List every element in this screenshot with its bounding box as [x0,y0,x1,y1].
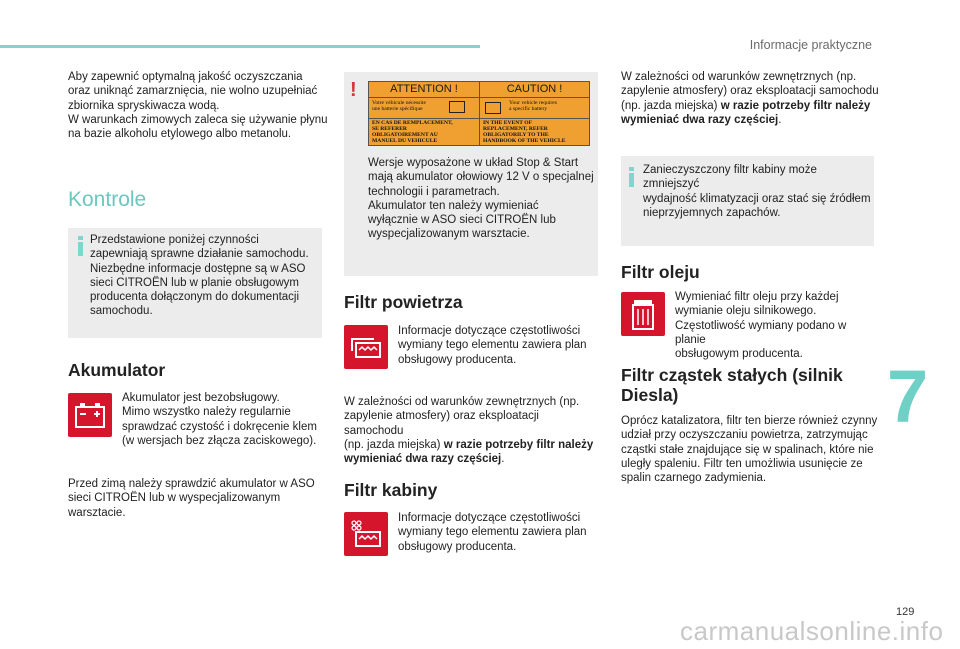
kontrole-info-text [90,233,318,319]
line: W warunkach zimowych zaleca się używanie płynu [68,113,328,126]
oil-filter-icon [621,292,665,336]
line: technologii i parametrach. [368,185,500,198]
line: Akumulator jest bezobsługowy. [122,392,280,404]
line: cząstki stałe znajdujące się w spalinach, które nie [621,443,874,456]
line: nieprzyjemnych zapachów. [643,206,781,219]
line: zapewniają sprawne działanie samochodu. [90,248,309,261]
label-fr-bottom [372,120,453,144]
line: samochodu. [90,305,153,318]
line: mają akumulator ołowiowy 12 V o specjalnej [368,171,594,184]
filtr-kabiny-heading: Filtr kabiny [344,480,438,500]
line: zapylenie atmosfery) oraz eksploatacji samochodu [621,85,879,98]
line: sieci CITROËN lub w wyspecjalizowanym [68,492,281,505]
akumulator-heading: Akumulator [68,360,166,380]
label-caution: CAUTION ! [480,82,589,97]
line: HANDBOOK OF THE VEHICLE [483,138,566,144]
line: Akumulator ten należy wymieniać [368,199,539,212]
label-en-top [509,100,557,112]
line: W zależności od warunków zewnętrznych (np. [344,396,580,408]
line: oraz uniknąć zamarznięcia, nie wolno uzupełniać [68,85,318,98]
label-fr-top [372,100,426,112]
air-conditions-paragraph: W zależności od warunków zewnętrznych (np. zapylenie atmosfery) oraz eksploatacji samochodu (np. jazda miejska) w razie potrzeby filtr należy wymieniać dwa razy częściej. [344,395,600,466]
book-symbol-icon [485,102,501,114]
line: SE REFERER [372,126,407,132]
line: obsługowym producenta. [675,348,803,361]
line: IN THE EVENT OF [483,120,533,126]
line: une batterie spécifique [372,106,423,112]
akumulator-text [122,391,322,448]
kontrole-heading: Kontrole [68,188,147,211]
line: na bazie alkoholu etylowego albo metanolu. [68,128,292,141]
line: Oprócz katalizatora, filtr ten bierze również czynny [621,415,878,427]
line: Częstotliwość wymiany podano w planie [675,319,847,346]
cabin-filter-icon [344,512,388,556]
air-filter-icon [344,325,388,369]
line: wymiany tego elementu zawiera plan [398,526,587,539]
line: uległy spaleniu. Filtr ten umożliwia usunięcie ze [621,457,863,470]
line: Niezbędne informacje dostępne są w ASO [90,262,306,275]
watermark: carmanualsonline.info [680,616,944,646]
label-attention: ATTENTION ! [369,82,479,97]
battery-symbol-icon [449,101,465,113]
line: a specific battery [509,106,548,112]
heading-line: Filtr cząstek stałych (silnik [621,365,843,385]
filtr-powietrza-text [398,324,598,367]
label-en-bottom [483,120,565,144]
winter-paragraph [68,477,328,520]
line: zapylenie atmosfery) oraz eksploatacji samochodu [344,410,539,437]
line: (np. jazda miejska) [621,99,721,112]
line: sprawdzać czystość i dokręcenie klem [122,420,317,433]
line: obsługowy producenta. [398,353,517,366]
line: Przedstawione poniżej czynności [90,234,259,246]
line: wyspecjalizowanym warsztacie. [368,228,530,241]
line: sieci CITROËN lub w planie obsługowym [90,276,299,289]
intro-paragraph [68,70,328,141]
kontrole-info-box [68,228,322,338]
line: spalin czarnego zadymienia. [621,472,767,485]
line: producenta dołączonym do dokumentacji [90,291,300,304]
line: Aby zapewnić optymalną jakość oczyszczania [68,71,303,83]
line: Przed zimą należy sprawdzić akumulator w ASO [68,478,315,490]
filtr-powietrza-heading: Filtr powietrza [344,292,463,312]
line: Wersje wyposażone w układ Stop & Start [368,157,579,169]
line: OBLIGATORILY TO THE [483,132,549,138]
line: EN CAS DE REMPLACEMENT, [372,120,453,126]
line: W zależności od warunków zewnętrznych (np. [621,71,857,83]
chapter-number [887,355,960,438]
bold-text: w razie potrzeby filtr należy [720,99,871,112]
dirty-filter-info-box [621,156,874,246]
filtr-czastek-text [621,414,881,485]
line: MANUEL DU VEHICULE [372,138,438,144]
page-number: 129 [896,606,915,618]
line: Informacje dotyczące częstotliwości [398,512,581,524]
line: (np. jazda miejska) [344,438,444,451]
chapter-digit: 7 [887,355,929,438]
line: udział przy oczyszczaniu powietrza, zatrzymując [621,429,868,442]
filtr-oleju-heading: Filtr oleju [621,262,700,282]
line: (w wersjach bez złącza zaciskowego). [122,434,317,447]
line: wymiany tego elementu zawiera plan [398,339,587,352]
line: OBLIGATOIREMENT AU [372,132,438,138]
warning-icon: ! [350,79,357,101]
line: wyłącznie w ASO sieci CITROËN lub [368,214,556,227]
filtr-czastek-heading [621,365,871,405]
line: wydajność klimatyzacji oraz stać się źródłem [643,192,871,205]
header-accent-bar [0,45,480,48]
bold-text: w razie potrzeby filtr należy [443,438,594,451]
section-title: Informacje praktyczne [749,38,872,52]
line: REPLACEMENT, REFER [483,126,548,132]
line: warsztacie. [68,506,126,519]
battery-warning-label [368,81,590,146]
line: Mimo wszystko należy regularnie [122,406,291,419]
filtr-oleju-text [675,290,875,361]
line: Wymieniać filtr oleju przy każdej [675,291,839,303]
line: wymianie oleju silnikowego. [675,305,817,318]
bold-text: wymieniać dwa razy częściej [621,113,779,126]
stopstart-info-text [368,156,594,242]
line: zbiornika spryskiwacza wodą. [68,99,220,112]
cabin-conditions-paragraph: W zależności od warunków zewnętrznych (np. zapylenie atmosfery) oraz eksploatacji samochodu (np. jazda miejska) w razie potrzeby filtr należy wymieniać dwa razy częściej. [621,70,881,127]
heading-line: Diesla) [621,385,679,405]
line: Informacje dotyczące częstotliwości [398,325,581,337]
battery-icon [68,393,112,437]
dirty-filter-info-text [643,163,871,220]
line: Votre véhicule nécessite [372,100,426,106]
bold-text: wymieniać dwa razy częściej [344,453,502,466]
line: Your vehicle requires [509,100,557,106]
line: Zanieczyszczony filtr kabiny może zmniejszyć [643,164,817,191]
line: obsługowy producenta. [398,540,517,553]
filtr-kabiny-text [398,511,598,554]
